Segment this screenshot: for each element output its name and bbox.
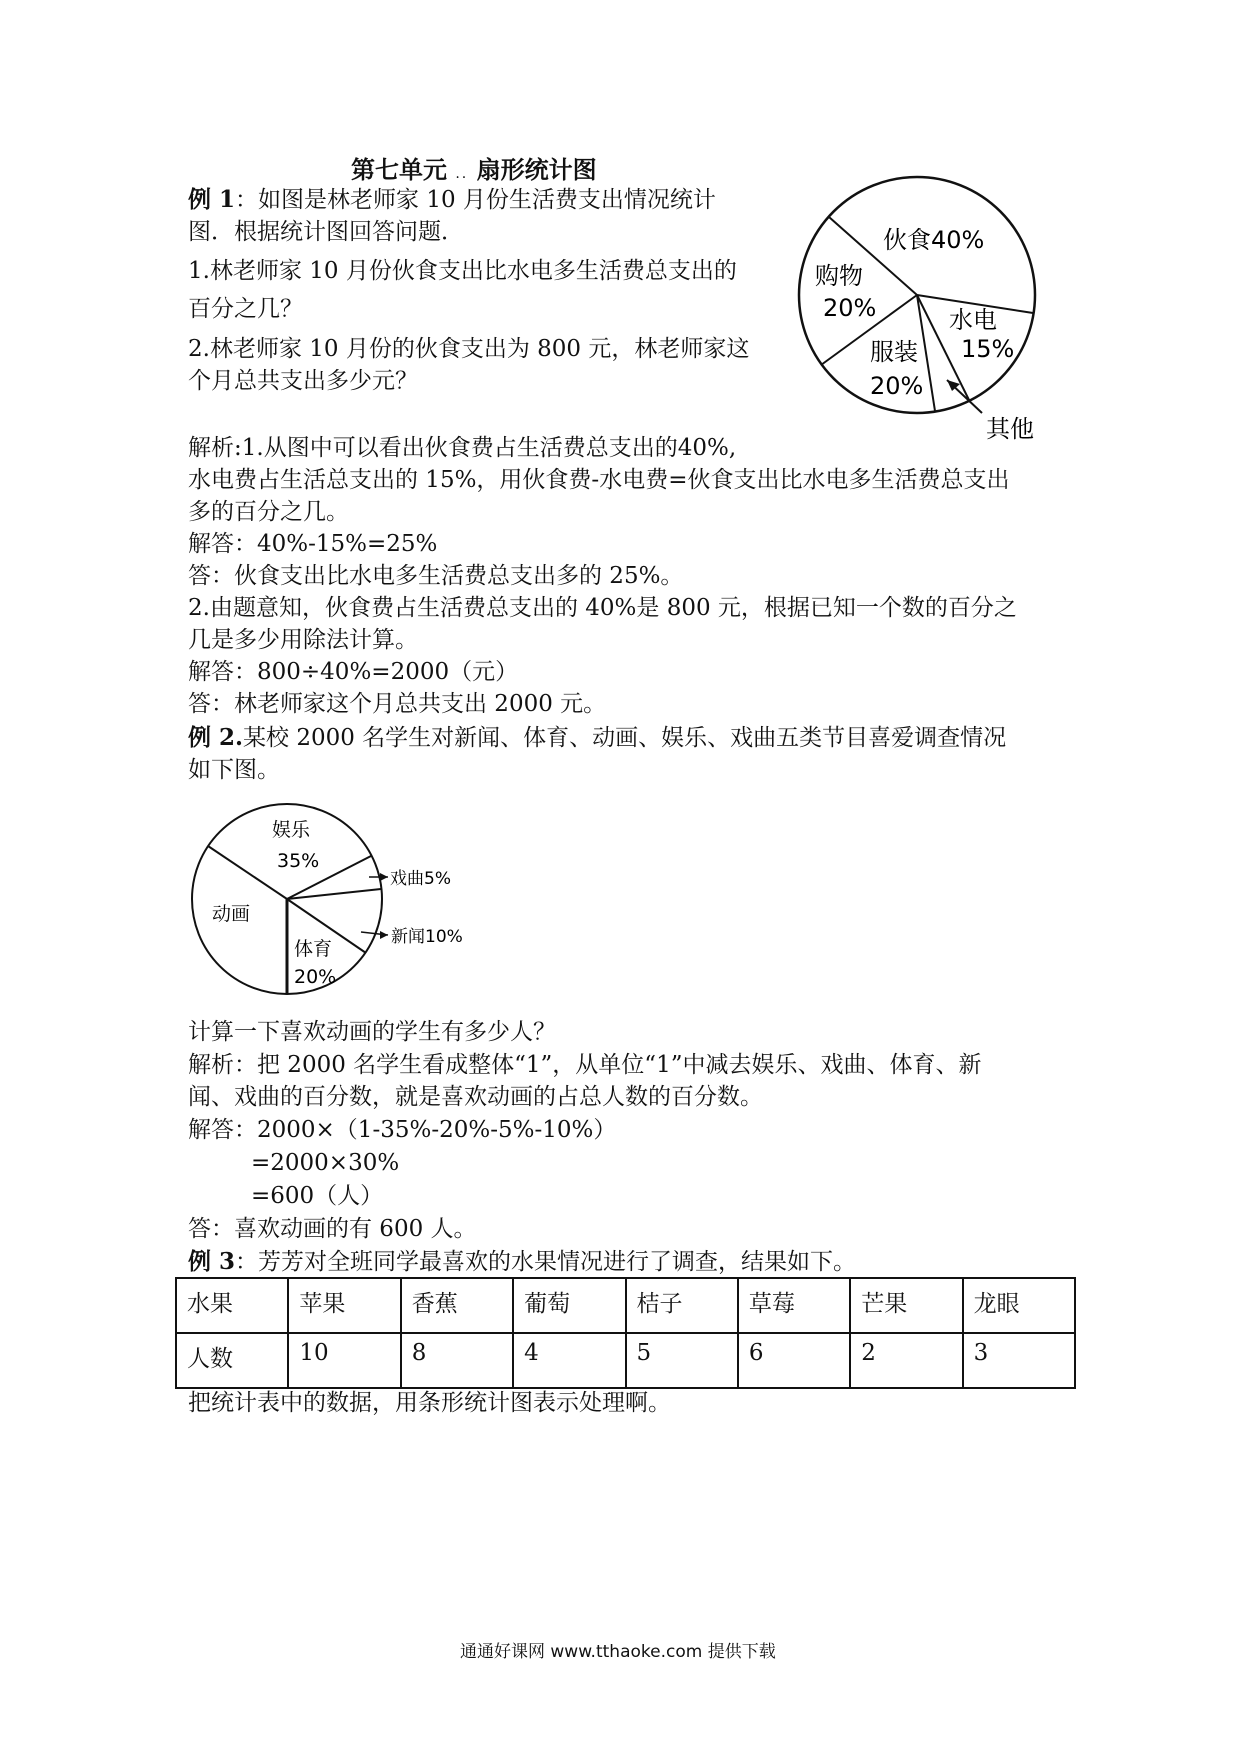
ex1-line-3: 百分之几？: [188, 296, 303, 322]
ex1-label-clothes-pct: 20%: [870, 372, 924, 400]
ex3-line: 例 3：芳芳对全班同学最喜欢的水果情况进行了调查，结果如下。: [188, 1248, 857, 1275]
ex1-sol-4: 答：伙食支出比水电多生活费总支出多的 25%。: [188, 563, 684, 589]
ex1-sol-1: 水电费占生活总支出的 15%，用伙食费-水电费=伙食支出比水电多生活费总支出: [188, 467, 1010, 493]
table-cell: 香蕉: [401, 1278, 513, 1333]
ex1-sol-8: 答：林老师家这个月总共支出 2000 元。: [188, 691, 607, 717]
ex2-divider-opera-news: [287, 889, 381, 899]
ex1-sol-6: 几是多少用除法计算。: [188, 627, 418, 653]
ex1-pie-chart: [780, 175, 1060, 455]
ex2-label-opera: 戏曲5%: [390, 869, 451, 889]
ex2-question: 计算一下喜欢动画的学生有多少人？: [188, 1019, 556, 1045]
ex2-pie-chart: [190, 800, 490, 1000]
table-cell: 5: [626, 1333, 738, 1388]
ex2-sol-0: 解析：把 2000 名学生看成整体“1”，从单位“1”中减去娱乐、戏曲、体育、新: [188, 1052, 982, 1078]
ex2-news-arrowhead: [380, 931, 388, 939]
title-main: 第七单元: [351, 155, 447, 184]
ex1-label-other: 其他: [986, 415, 1034, 443]
ex1-sol-3: 解答：40%-15%=25%: [188, 531, 438, 557]
ex1-sol-7: 解答：800÷40%=2000（元）: [188, 659, 519, 685]
table-cell: 桔子: [626, 1278, 738, 1333]
ex1-line-2: 1.林老师家 10 月份伙食支出比水电多生活费总支出的: [188, 258, 737, 284]
title-sub: 扇形统计图: [476, 155, 597, 184]
table-row: [176, 1278, 1075, 1333]
ex1-label-water-pct: 15%: [961, 335, 1015, 363]
ex1-label-food: 伙食40%: [883, 226, 985, 254]
ex2-label-sport-name: 体育: [294, 938, 333, 960]
table-cell: 8: [401, 1333, 513, 1388]
ex2-label-ent-pct: 35%: [277, 850, 320, 872]
ex1-sol-5: 2.由题意知，伙食费占生活费总支出的 40%是 800 元，根据已知一个数的百分之: [188, 595, 1017, 621]
ex1-sol-2: 多的百分之几。: [188, 499, 349, 525]
table-cell: 10: [288, 1333, 400, 1388]
ex2-line-1: 如下图。: [188, 757, 280, 783]
ex2-line-0: 例 2.某校 2000 名学生对新闻、体育、动画、娱乐、戏曲五类节目喜爱调查情况: [188, 724, 1007, 751]
footer-credit: 通通好课网 www.tthaoke.com 提供下载: [460, 1642, 776, 1662]
page-title: [351, 150, 597, 185]
table-cell: 3: [963, 1333, 1075, 1388]
ex2-label-sport-pct: 20%: [294, 966, 337, 988]
ex2-sol-1: 闻、戏曲的百分数，就是喜欢动画的占总人数的百分数。: [188, 1084, 763, 1110]
table-cell: 芒果: [850, 1278, 962, 1333]
table-row: [176, 1333, 1075, 1388]
table-cell: 葡萄: [513, 1278, 625, 1333]
ex1-line-1: 图．根据统计图回答问题．: [188, 219, 464, 245]
ex1-label-clothes-name: 服装: [870, 338, 918, 366]
ex1-label-shop-name: 购物: [815, 262, 863, 290]
ex2-label-news: 新闻10%: [391, 927, 463, 947]
ex2-sol-4: =600（人）: [251, 1183, 384, 1209]
table-cell: 草莓: [738, 1278, 850, 1333]
title-dots: ..: [455, 166, 469, 182]
table-cell: 苹果: [288, 1278, 400, 1333]
ex1-line-4: 2.林老师家 10 月份的伙食支出为 800 元，林老师家这: [188, 336, 750, 362]
ex3-after: 把统计表中的数据，用条形统计图表示处理啊。: [188, 1390, 671, 1416]
ex1-sol-0: 解析:1.从图中可以看出伙食费占生活费总支出的40%,: [188, 435, 737, 461]
table-cell-head: 水果: [176, 1278, 288, 1333]
ex2-label: 例 2.: [188, 724, 244, 751]
ex2-label-ent-name: 娱乐: [272, 819, 311, 841]
ex1-label: 例 1: [188, 186, 236, 213]
ex1-label-water-name: 水电: [949, 306, 997, 334]
ex2-sol-5: 答：喜欢动画的有 600 人。: [188, 1216, 477, 1242]
ex1-line-0: 例 1：如图是林老师家 10 月份生活费支出情况统计: [188, 186, 716, 213]
ex2-divider-ent-anim: [208, 846, 287, 899]
fruit-table: [175, 1277, 1076, 1389]
table-cell: 龙眼: [963, 1278, 1075, 1333]
ex2-opera-arrowhead: [380, 873, 388, 881]
table-cell: 4: [513, 1333, 625, 1388]
table-cell: 2: [850, 1333, 962, 1388]
table-cell: 6: [738, 1333, 850, 1388]
ex1-line-5: 个月总共支出多少元？: [188, 368, 418, 394]
table-cell-head: 人数: [176, 1333, 288, 1388]
ex3-label: 例 3: [188, 1248, 236, 1275]
ex2-sol-2: 解答：2000×（1-35%-20%-5%-10%）: [188, 1117, 617, 1143]
ex2-label-anim: 动画: [212, 903, 251, 925]
ex2-sol-3: =2000×30%: [251, 1150, 400, 1176]
ex1-label-shop-pct: 20%: [823, 294, 877, 322]
